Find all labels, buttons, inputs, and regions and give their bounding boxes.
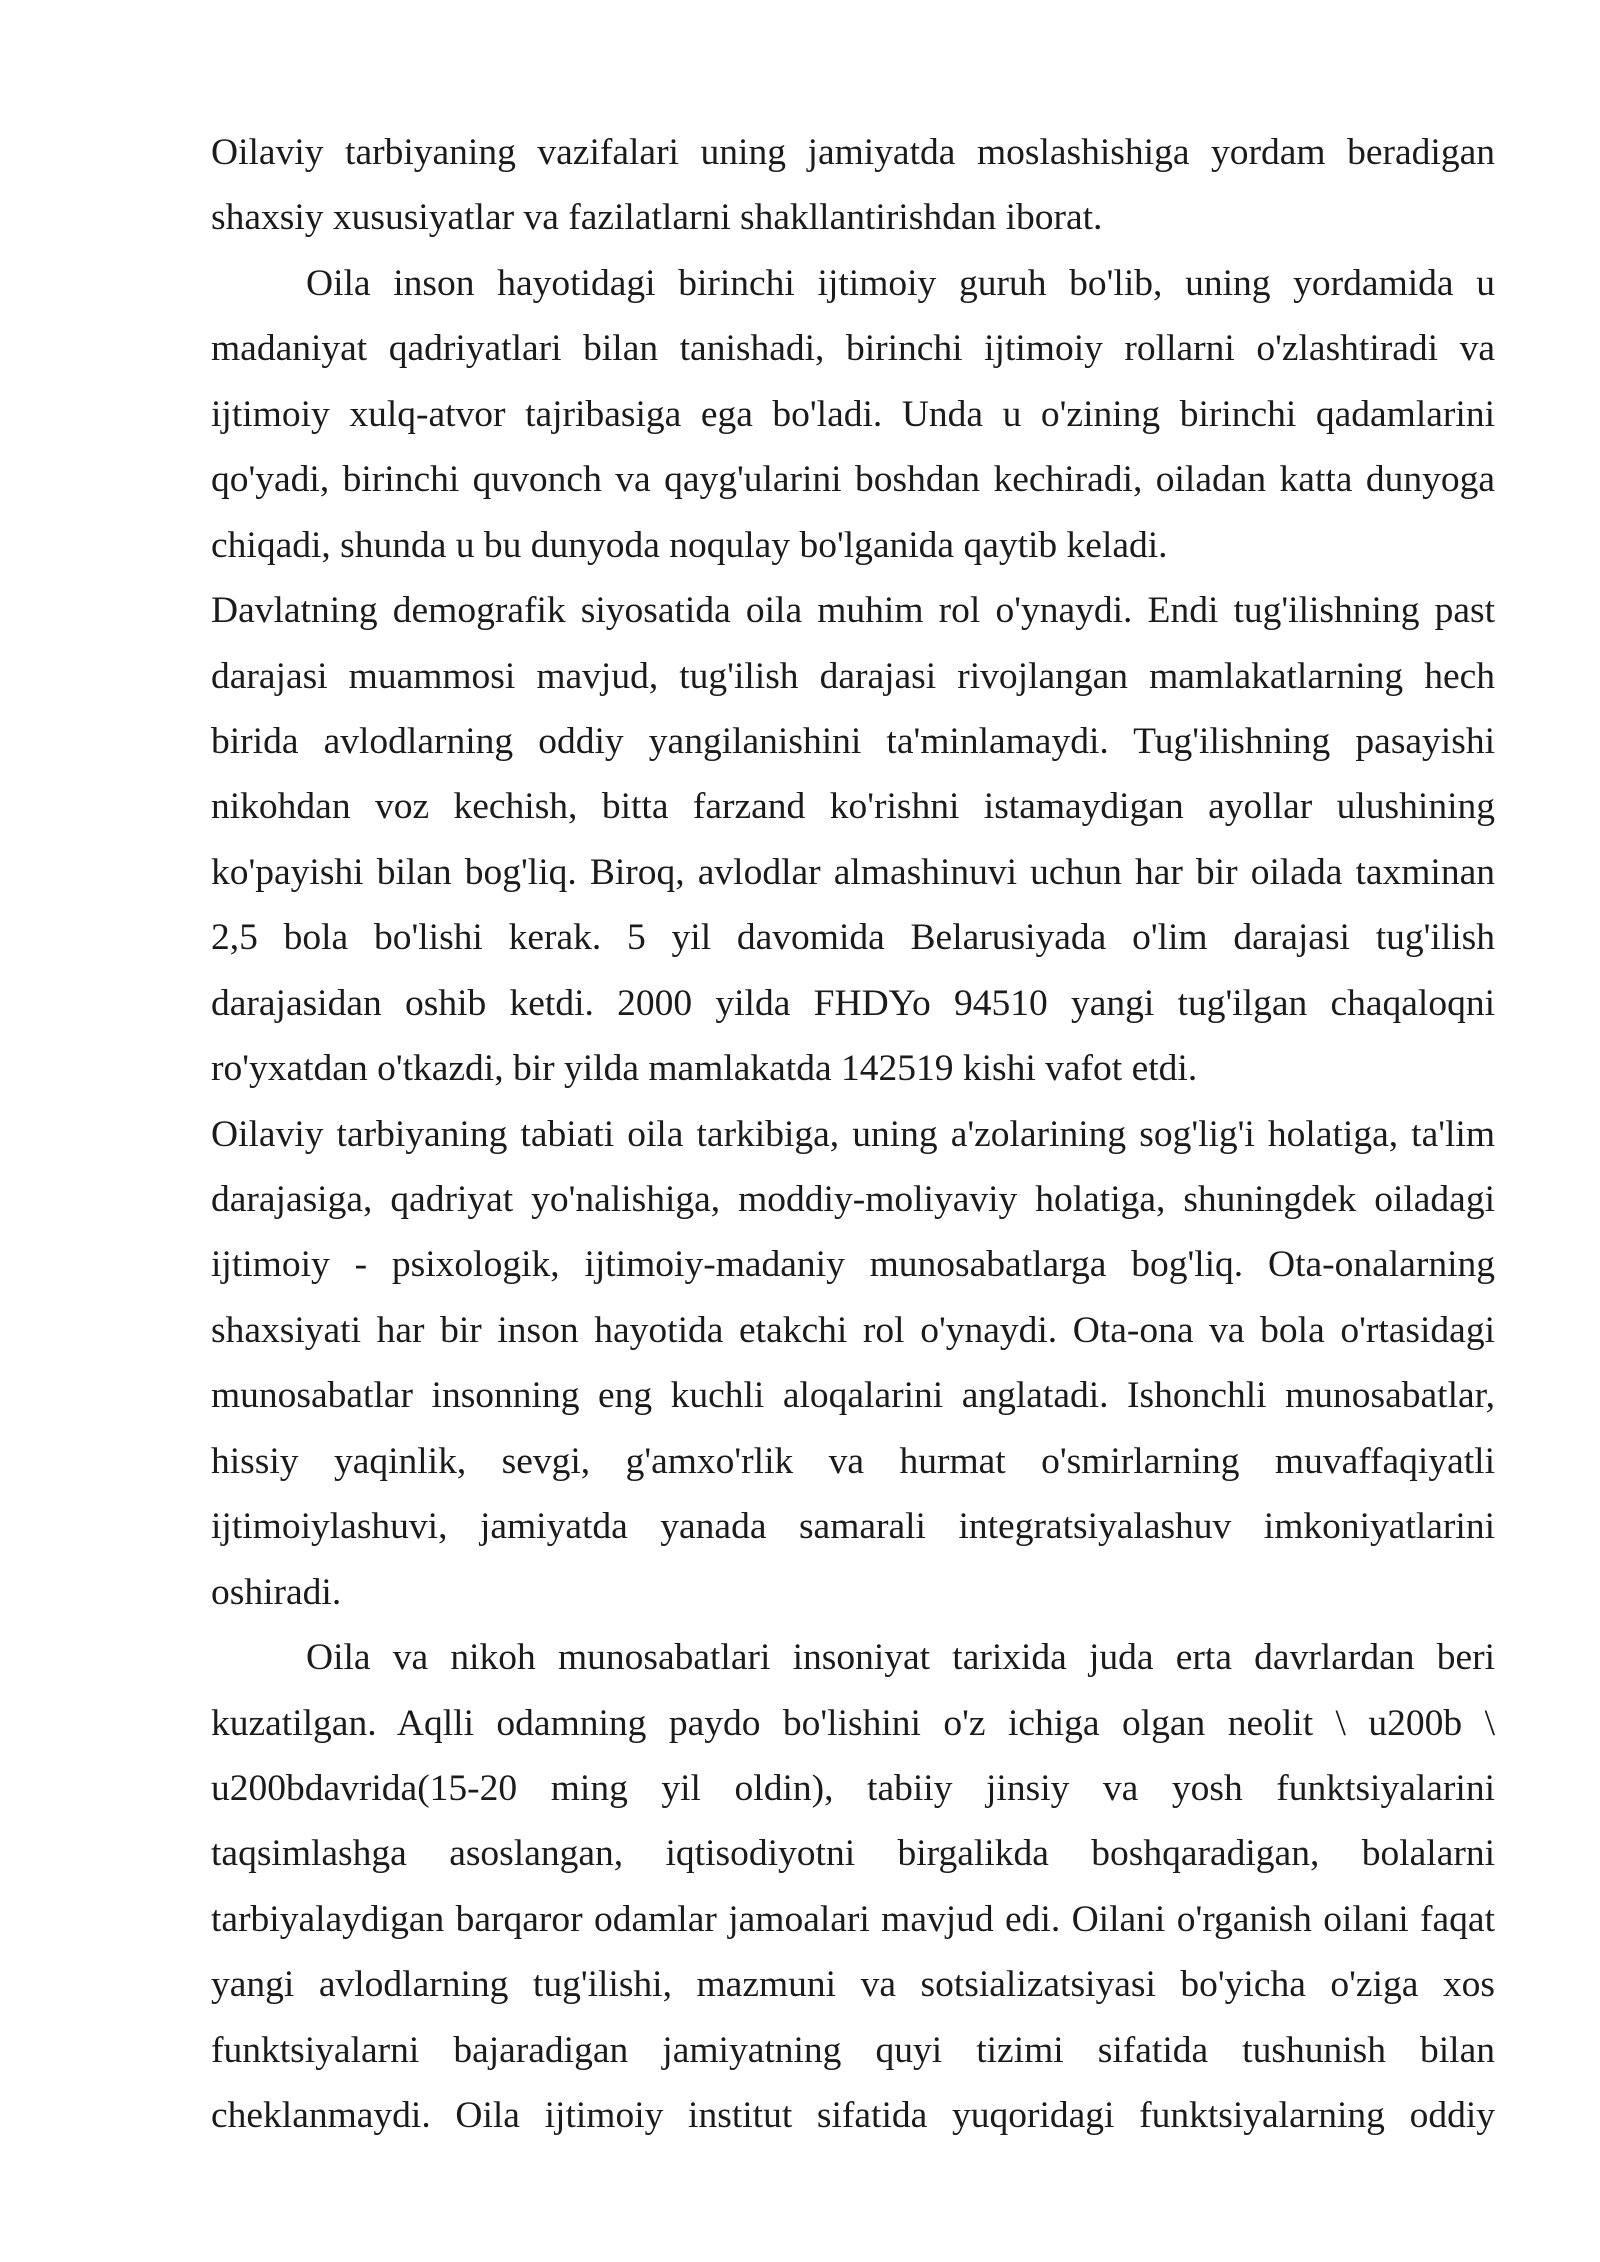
text-line: cheklanmaydi. Oila ijtimoiy institut sifatida yuqoridagi funktsiyalarning oddiy xyxy=(211,2095,1495,2137)
paragraph-3 xyxy=(211,578,1495,1102)
text-line: Oila inson hayotidagi birinchi ijtimoiy guruh bo'lib, uning yordamida u xyxy=(306,262,1495,304)
text-line: ijtimoiy - psixologik, ijtimoiy-madaniy munosabatlarga bog'liq. Ota-onalarning xyxy=(211,1244,1495,1286)
text-line: madaniyat qadriyatlari bilan tanishadi, birinchi ijtimoiy rollarni o'zlashtiradi va xyxy=(211,328,1495,370)
text-line: munosabatlar insonning eng kuchli aloqalarini anglatadi. Ishonchli munosabatlar, xyxy=(211,1375,1495,1417)
text-line: darajasiga, qadriyat yo'nalishiga, moddiy-moliyaviy holatiga, shuningdek oiladagi xyxy=(211,1179,1495,1220)
paragraph-4 xyxy=(211,1102,1495,1626)
text-line: Davlatning demografik siyosatida oila muhim rol o'ynaydi. Endi tug'ilishning past xyxy=(211,590,1495,632)
paragraph-2 xyxy=(211,251,1495,578)
text-line: birida avlodlarning oddiy yangilanishini ta'minlamaydi. Tug'ilishning pasayishi xyxy=(211,720,1495,762)
text-line: taqsimlashga asoslangan, iqtisodiyotni birgalikda boshqaradigan, bolalarni xyxy=(211,1833,1495,1875)
text-line: Oilaviy tarbiyaning tabiati oila tarkibiga, uning a'zolarining sog'lig'i holatiga, ta'lim xyxy=(211,1113,1495,1155)
text-line: 2,5 bola bo'lishi kerak. 5 yil davomida Belarusiyada o'lim darajasi tug'ilish xyxy=(211,917,1495,959)
text-line: Oila va nikoh munosabatlari insoniyat tarixida juda erta davrlardan beri xyxy=(306,1637,1495,1679)
document-page xyxy=(211,120,1495,2149)
text-line: shaxsiyati har bir inson hayotida etakchi rol o'ynaydi. Ota-ona va bola o'rtasidagi xyxy=(211,1309,1495,1351)
paragraph-1 xyxy=(211,120,1495,251)
text-line: darajasidan oshib ketdi. 2000 yilda FHDYo 94510 yangi tug'ilgan chaqaloqni xyxy=(211,982,1495,1024)
text-line: funktsiyalarni bajaradigan jamiyatning quyi tizimi sifatida tushunish bilan xyxy=(211,2029,1495,2071)
text-line: kuzatilgan. Aqlli odamning paydo bo'lishini o'z ichiga olgan neolit \ u200b \ xyxy=(211,1702,1495,1744)
text-line: tarbiyalaydigan barqaror odamlar jamoalari mavjud edi. Oilani o'rganish oilani faqat xyxy=(211,1898,1495,1940)
text-line: nikohdan voz kechish, bitta farzand ko'rishni istamaydigan ayollar ulushining xyxy=(211,786,1495,828)
text-line: yangi avlodlarning tug'ilishi, mazmuni va sotsializatsiyasi bo'yicha o'ziga xos xyxy=(211,1964,1495,2006)
text-line: oshiradi. xyxy=(211,1571,342,1613)
text-line: ko'payishi bilan bog'liq. Biroq, avlodlar almashinuvi uchun har bir oilada taxminan xyxy=(211,851,1495,893)
text-line: u200bdavrida(15-20 ming yil oldin), tabiiy jinsiy va yosh funktsiyalarini xyxy=(211,1767,1495,1809)
text-line: ro'yxatdan o'tkazdi, bir yilda mamlakatda 142519 kishi vafot etdi. xyxy=(211,1048,1198,1090)
text-line: shaxsiy xususiyatlar va fazilatlarni shakllantirishdan iborat. xyxy=(211,197,1103,239)
paragraph-5 xyxy=(211,1625,1495,2149)
text-line: ijtimoiy xulq-atvor tajribasiga ega bo'ladi. Unda u o'zining birinchi qadamlarini xyxy=(211,393,1495,435)
text-line: darajasi muammosi mavjud, tug'ilish darajasi rivojlangan mamlakatlarning hech xyxy=(211,655,1495,697)
text-line: qo'yadi, birinchi quvonch va qayg'ularini boshdan kechiradi, oiladan katta dunyoga xyxy=(211,459,1495,501)
text-line: Oilaviy tarbiyaning vazifalari uning jamiyatda moslashishiga yordam beradigan xyxy=(211,132,1495,173)
text-line: ijtimoiylashuvi, jamiyatda yanada samarali integratsiyalashuv imkoniyatlarini xyxy=(211,1506,1495,1548)
text-line: hissiy yaqinlik, sevgi, g'amxo'rlik va hurmat o'smirlarning muvaffaqiyatli xyxy=(211,1440,1495,1482)
text-line: chiqadi, shunda u bu dunyoda noqulay bo'lganida qaytib keladi. xyxy=(211,524,1168,566)
